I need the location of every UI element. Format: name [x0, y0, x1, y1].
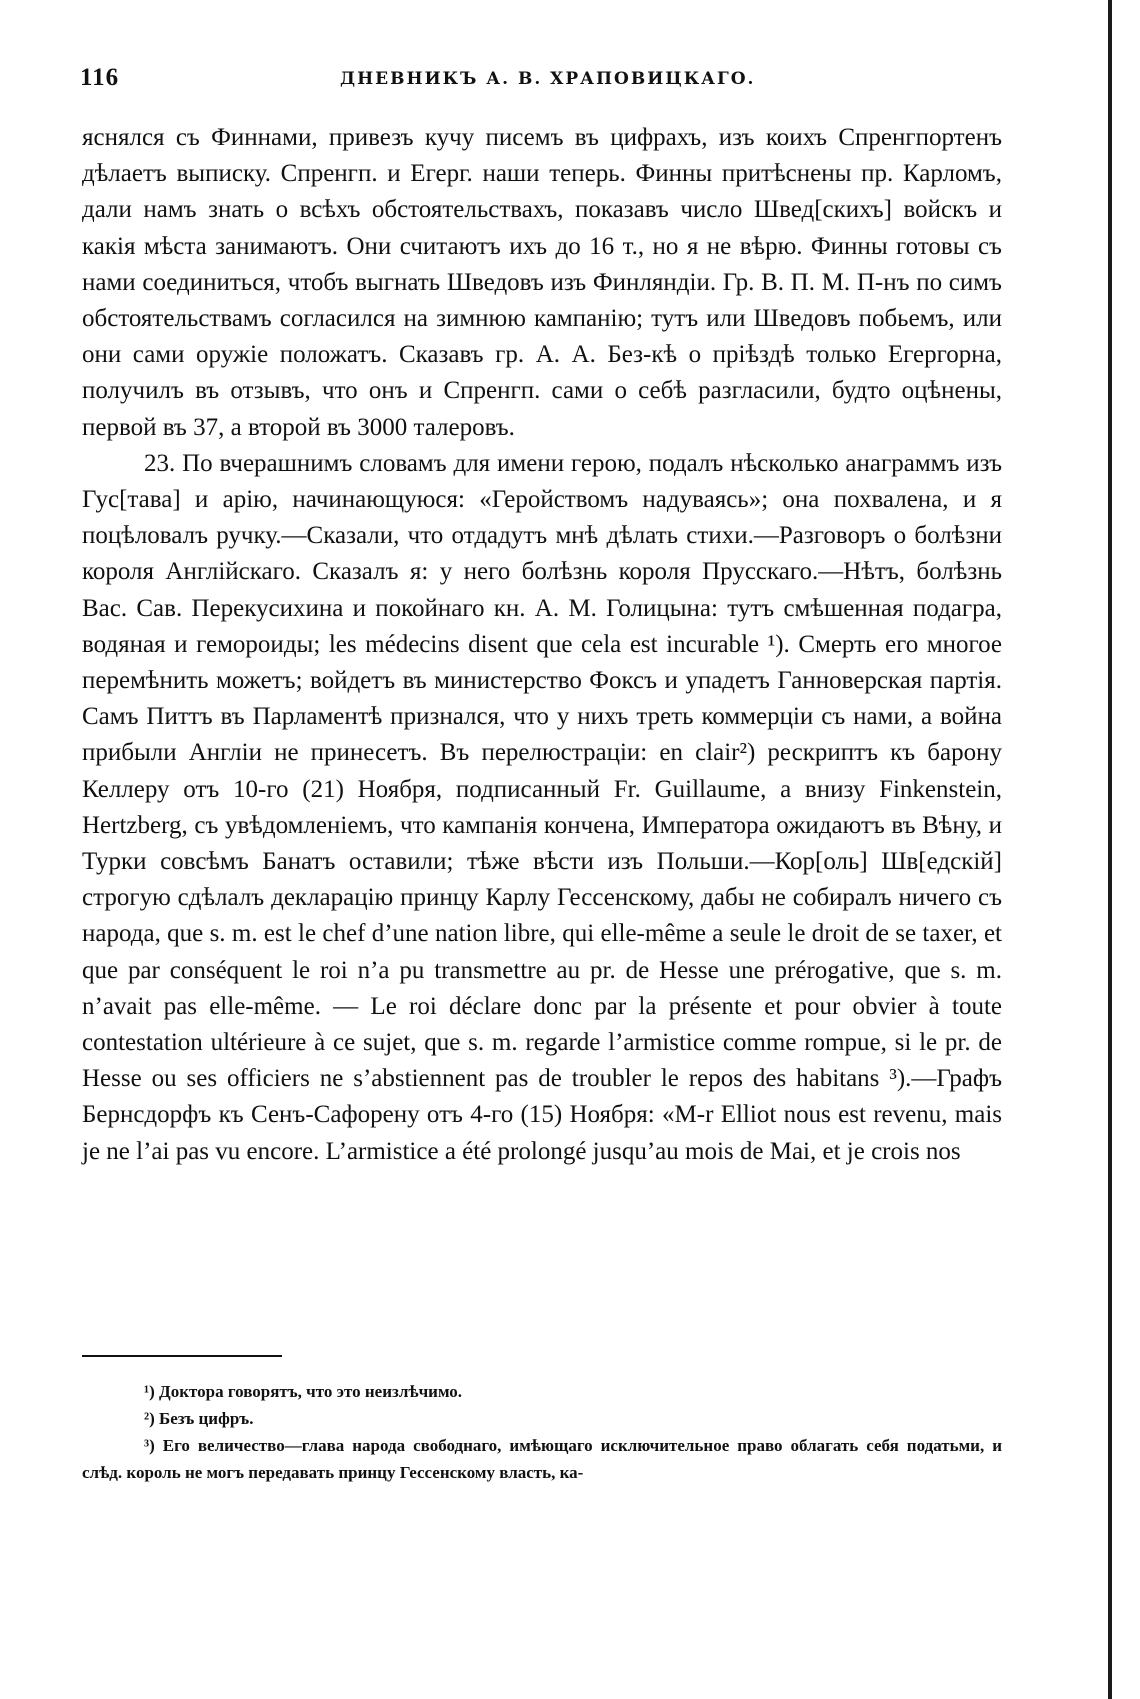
- footnote-3: ³) Его величество—глава народа свободнаго, имѣющаго исключительное право облагать себя податьми, и слѣд. король не могъ передавать принцу Гессенскому власть, ка-: [82, 1436, 1002, 1482]
- footnote-1: ¹) Доктора говорятъ, что это неизлѣчимо.: [144, 1382, 463, 1401]
- page-number: 116: [80, 64, 120, 91]
- body-text: [82, 120, 1002, 1170]
- footnotes: [82, 1378, 1002, 1486]
- page-header: [80, 64, 1000, 94]
- footnote-2: ²) Безъ цифръ.: [144, 1409, 254, 1428]
- page-edge-line: [1108, 0, 1112, 1699]
- running-title: ДНЕВНИКЪ А. В. ХРАПОВИЦКАГО.: [340, 69, 756, 89]
- paragraph-continuation: яснялся съ Финнами, привезъ кучу писемъ въ цифрахъ, изъ коихъ Спренгпортенъ дѣлаетъ выписку. Спренгп. и Егерг. наши теперь. Финны притѣснены пр. Карломъ, дали намъ знать о всѣхъ обстоятельствахъ, показавъ число Швед[скихъ] войскъ и какія мѣста занимаютъ. Они считаютъ ихъ до 16 т., но я не вѣрю. Финны готовы съ нами соединиться, чтобъ выгнать Шведовъ изъ Финляндіи. Гр. В. П. М. П-нъ по симъ обстоятельствамъ согласился на зимнюю кампанію; тутъ или Шведовъ побьемъ, или они сами оружіе положатъ. Сказавъ гр. А. А. Без-кѣ о пріѣздѣ только Егергорна, получилъ въ отзывъ, что онъ и Спренгп. сами о себѣ разгласили, будто оцѣнены, первой въ 37, а второй въ 3000 талеровъ.: [82, 124, 1002, 441]
- footnote-divider: [82, 1355, 282, 1357]
- paragraph-entry-23: 23. По вчерашнимъ словамъ для имени герою, подалъ нѣсколько анаграммъ изъ Гус[тава] и арію, начинающуюся: «Геройствомъ надуваясь»; она похвалена, и я поцѣловалъ ручку.—Сказали, что отдадутъ мнѣ дѣлать стихи.—Разговоръ о болѣзни короля Англійскаго. Сказалъ я: у него болѣзнь короля Прусскаго.—Нѣтъ, болѣзнь Вас. Сав. Перекусихина и покойнаго кн. А. М. Голицына: тутъ смѣшенная подагра, водяная и гемороиды; les médecins disent que cela est incurable ¹). Смерть его многое перемѣнить можетъ; войдетъ въ министерство Фоксъ и упадетъ Ганноверская партія. Самъ Питтъ въ Парламентѣ признался, что у нихъ треть коммерціи съ нами, а война прибыли Англіи не принесетъ. Въ перелюстраціи: en clair²) рескриптъ къ барону Келлеру отъ 10-го (21) Ноября, подписанный Fr. Guillaume, а внизу Finkenstein, Hertzberg, съ увѣдомленіемъ, что кампанія кончена, Императора ожидаютъ въ Вѣну, и Турки совсѣмъ Банатъ оставили; тѣже вѣсти изъ Польши.—Кор[оль] Шв[едскій] строгую сдѣлалъ декларацію принцу Карлу Гессенскому, дабы не собиралъ ничего съ народа, que s. m. est le chef d’une nation libre, qui elle-même a seule le droit de se taxer, et que par conséquent le roi n’a pu transmettre au pr. de Hesse une prérogative, que s. m. n’avait pas elle-même. — Le roi déclare donc par la présente et pour obvier à toute contestation ultérieure à ce sujet, que s. m. regarde l’armistice comme rompue, si le pr. de Hesse ou ses officiers ne s’abstiennent pas de troubler le repos des habitans ³).—Графъ Бернсдорфъ къ Сенъ-Сафорену отъ 4-го (15) Ноября: «M-r Elliot nous est revenu, mais je ne l’ai pas vu encore. L’armistice a été prolongé jusqu’au mois de Mai, et je crois nos: [82, 449, 1002, 1165]
